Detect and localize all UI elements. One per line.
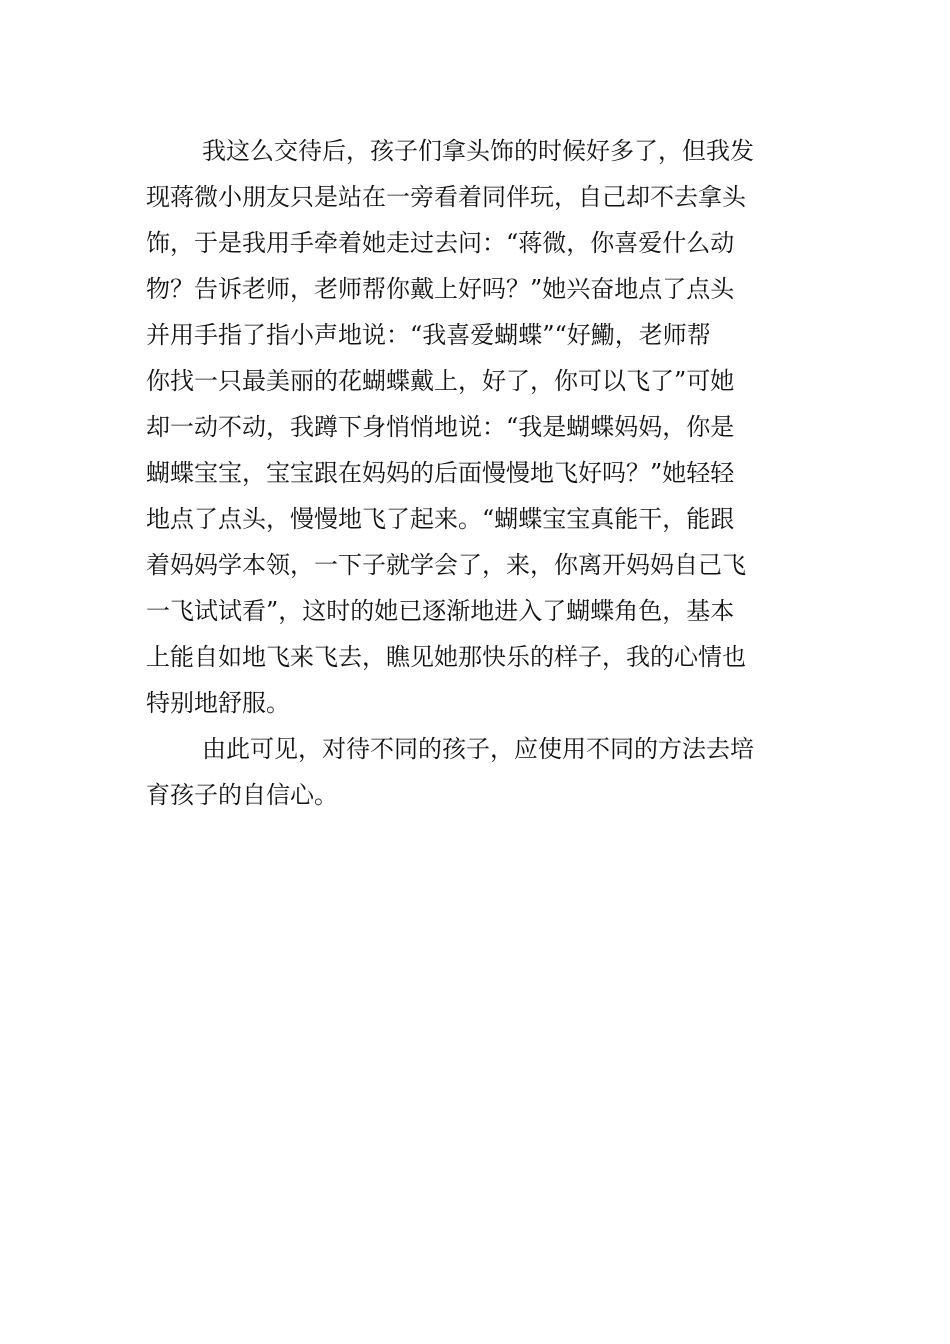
text-line: 你找一只最美丽的花蝴蝶戴上，好了，你可以飞了”可她 (146, 367, 735, 395)
text-line: 却一动不动，我蹲下身悄悄地说：“我是蝴蝶妈妈，你是 (146, 413, 735, 441)
text-line: 地点了点头，慢慢地飞了起来。“蝴蝶宝宝真能干，能跟 (146, 505, 735, 533)
text-line: 一飞试试看”，这时的她已逐渐地进入了蝴蝶角色，基本 (146, 597, 735, 625)
text-line: 我这么交待后，孩子们拿头饰的时候好多了，但我发 (202, 137, 754, 165)
text-line: 饰，于是我用手牵着她走过去问：“蒋微，你喜爱什么动 (146, 229, 735, 257)
text-line: 蝴蝶宝宝，宝宝跟在妈妈的后面慢慢地飞好吗？”她轻轻 (146, 459, 735, 487)
text-line: 物？告诉老师，老师帮你戴上好吗？”她兴奋地点了点头 (146, 275, 735, 303)
document-body (146, 128, 811, 818)
text-line: 现蒋微小朋友只是站在一旁看着同伴玩，自己却不去拿头 (146, 183, 746, 211)
text-line: 育孩子的自信心。 (146, 781, 338, 809)
paragraph-conclusion (146, 726, 811, 818)
text-line: 着妈妈学本领，一下子就学会了，来，你离开妈妈自己飞 (146, 551, 746, 579)
text-line: 上能自如地飞来飞去，瞧见她那快乐的样子，我的心情也 (146, 643, 746, 671)
text-line: 由此可见，对待不同的孩子，应使用不同的方法去培 (202, 735, 754, 763)
text-line: 特别地舒服。 (146, 689, 290, 717)
text-line: 并用手指了指小声地说：“我喜爱蝴蝶”“好鰳，老师帮 (146, 321, 711, 349)
paragraph-butterfly-story (146, 128, 811, 726)
